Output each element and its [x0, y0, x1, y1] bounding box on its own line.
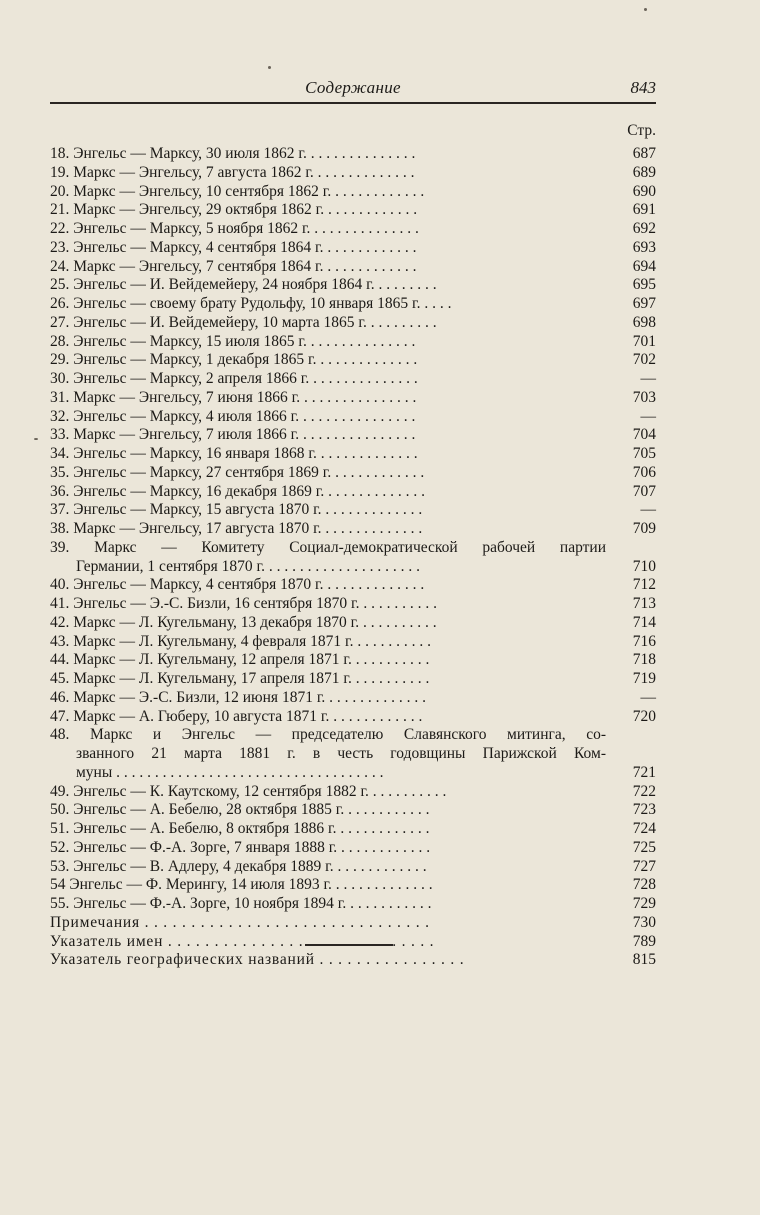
toc-entry: [50, 576, 656, 595]
toc-entry-page: 704: [632, 426, 656, 444]
toc-entry-page: 729: [632, 895, 656, 912]
toc-entry-page: 815: [632, 951, 656, 969]
toc-entry-page: 695: [632, 276, 656, 294]
toc-entry-page: 728: [632, 876, 656, 894]
toc-entry-page: 713: [632, 595, 656, 612]
toc-entry: [50, 670, 656, 689]
toc-entry: [50, 258, 656, 277]
toc-entry: [50, 558, 656, 577]
table-of-contents: [50, 145, 656, 970]
toc-entry-page: 687: [632, 145, 656, 162]
toc-entry: [50, 501, 656, 520]
end-rule: [305, 944, 393, 946]
toc-entry: [50, 539, 656, 558]
toc-entry-page: 721: [632, 763, 656, 781]
running-head-title: Содержание: [305, 78, 401, 97]
toc-entry: [50, 651, 656, 670]
toc-entry: [50, 614, 656, 633]
toc-entry: [50, 483, 656, 502]
toc-entry-page: —: [640, 688, 656, 706]
toc-entry: [50, 839, 656, 858]
toc-entry-title: 40. Энгельс — Марксу, 4 сентября 1870 г. . . . . . . . . . . . . .: [50, 576, 425, 594]
toc-entry-page: 725: [632, 838, 656, 856]
toc-entry: [50, 520, 656, 539]
toc-entry-page: 694: [632, 257, 656, 275]
toc-entry-title: 30. Энгельс — Марксу, 2 апреля 1866 г. . . . . . . . . . . . . . .: [50, 370, 418, 387]
toc-entry-title: 47. Маркс — А. Гюберу, 10 августа 1871 г. . . . . . . . . . . . .: [50, 707, 423, 725]
paper-speck: [644, 8, 647, 11]
toc-entry-title: 33. Маркс — Энгельсу, 7 июля 1866 г. . . . . . . . . . . . . . . .: [50, 426, 416, 444]
toc-entry: [50, 801, 656, 820]
toc-entry-title: 34. Энгельс — Марксу, 16 января 1868 г. . . . . . . . . . . . . .: [50, 445, 418, 462]
header-rule: [50, 102, 656, 104]
toc-entry-title: 44. Маркс — Л. Кугельману, 12 апреля 1871 г. . . . . . . . . . .: [50, 651, 430, 669]
toc-entry-page: 697: [632, 295, 656, 312]
toc-entry-title: муны . . . . . . . . . . . . . . . . . . . . . . . . . . . . . . . . . . .: [76, 763, 384, 781]
toc-entry: [50, 708, 656, 727]
toc-entry: [50, 389, 656, 408]
toc-entry-page: 705: [632, 445, 656, 462]
running-head: [50, 78, 656, 100]
toc-entry-page: 691: [632, 201, 656, 219]
toc-entry-title: Примечания . . . . . . . . . . . . . . . . . . . . . . . . . . . . . . .: [50, 913, 430, 931]
toc-entry-title: 19. Маркс — Энгельсу, 7 августа 1862 г. . . . . . . . . . . . . .: [50, 163, 415, 181]
page-column-label: Стр.: [627, 122, 656, 139]
toc-entry-page: —: [640, 370, 656, 387]
toc-entry-page: 710: [632, 557, 656, 575]
toc-entry-page: 706: [632, 463, 656, 481]
toc-entry: [50, 689, 656, 708]
toc-entry-title: 22. Энгельс — Марксу, 5 ноября 1862 г. . . . . . . . . . . . . . .: [50, 220, 419, 237]
toc-entry-page: 714: [632, 613, 656, 631]
toc-entry-title: 23. Энгельс — Марксу, 4 сентября 1864 г. . . . . . . . . . . . .: [50, 238, 417, 256]
paper-speck: [268, 66, 271, 69]
toc-entry-title: Указатель географических названий . . . . . . . . . . . . . . . .: [50, 951, 465, 969]
toc-entry-title: 35. Энгельс — Марксу, 27 сентября 1869 г. . . . . . . . . . . . .: [50, 463, 425, 481]
toc-entry: [50, 820, 656, 839]
toc-entry: [50, 764, 656, 783]
toc-entry-page: 789: [632, 932, 656, 950]
toc-entry: [50, 876, 656, 895]
toc-entry-title: 43. Маркс — Л. Кугельману, 4 февраля 1871 г. . . . . . . . . . .: [50, 632, 432, 650]
toc-entry: [50, 426, 656, 445]
toc-entry-page: 723: [632, 801, 656, 819]
toc-entry: [50, 595, 656, 614]
toc-entry-title: 54 Энгельс — Ф. Мерингу, 14 июля 1893 г. . . . . . . . . . . . . .: [50, 876, 433, 894]
toc-entry-title: 31. Маркс — Энгельсу, 7 июня 1866 г. . . . . . . . . . . . . . . .: [50, 388, 417, 406]
toc-entry: [50, 220, 656, 239]
paper-speck: [34, 438, 38, 440]
toc-entry-title: 42. Маркс — Л. Кугельману, 13 декабря 1870 г. . . . . . . . . . .: [50, 613, 437, 631]
toc-entry: [50, 408, 656, 427]
toc-entry-title: 29. Энгельс — Марксу, 1 декабря 1865 г. . . . . . . . . . . . . .: [50, 351, 418, 369]
toc-entry: [50, 370, 656, 389]
toc-entry-title: 32. Энгельс — Марксу, 4 июля 1866 г. . . . . . . . . . . . . . . .: [50, 407, 416, 425]
toc-entry: [50, 351, 656, 370]
toc-entry-page: 702: [632, 351, 656, 369]
toc-entry: [50, 895, 656, 914]
toc-entry-page: 701: [632, 332, 656, 350]
toc-entry-page: 722: [632, 782, 656, 800]
toc-entry-title: 52. Энгельс — Ф.-А. Зорге, 7 января 1888 г. . . . . . . . . . . . .: [50, 838, 431, 856]
toc-entry: [50, 145, 656, 164]
toc-entry-page: 690: [632, 182, 656, 200]
toc-entry-page: 712: [632, 576, 656, 594]
toc-entry-title: 18. Энгельс — Марксу, 30 июля 1862 г. . . . . . . . . . . . . . .: [50, 145, 416, 162]
toc-entry-page: 724: [632, 820, 656, 837]
toc-entry-page: 709: [632, 520, 656, 537]
toc-entry: [50, 951, 656, 970]
toc-entry-title: званного 21 марта 1881 г. в честь годовщины Парижской Ком-: [76, 745, 606, 762]
toc-entry-title: 55. Энгельс — Ф.-А. Зорге, 10 ноября 1894 г. . . . . . . . . . . .: [50, 895, 432, 912]
toc-entry-title: 28. Энгельс — Марксу, 15 июля 1865 г. . . . . . . . . . . . . . .: [50, 332, 416, 350]
toc-entry-title: 46. Маркс — Э.-С. Бизли, 12 июня 1871 г. . . . . . . . . . . . . .: [50, 688, 427, 706]
toc-entry-title: 39. Маркс — Комитету Социал-демократической рабочей партии: [50, 538, 606, 556]
toc-entry: [50, 333, 656, 352]
toc-entry: [50, 858, 656, 877]
toc-entry-title: 36. Энгельс — Марксу, 16 декабря 1869 г. . . . . . . . . . . . . .: [50, 482, 425, 500]
toc-entry-page: 689: [632, 163, 656, 181]
toc-entry-title: 20. Маркс — Энгельсу, 10 сентября 1862 г. . . . . . . . . . . . .: [50, 182, 425, 200]
toc-entry: [50, 726, 656, 745]
toc-entry-title: 51. Энгельс — А. Бебелю, 8 октября 1886 г. . . . . . . . . . . . .: [50, 820, 430, 837]
toc-entry: [50, 164, 656, 183]
toc-entry: [50, 933, 656, 952]
toc-entry-title: 37. Энгельс — Марксу, 15 августа 1870 г. . . . . . . . . . . . . .: [50, 501, 423, 519]
toc-entry-title: 27. Энгельс — И. Вейдемейеру, 10 марта 1865 г. . . . . . . . . .: [50, 313, 437, 331]
toc-entry: [50, 314, 656, 333]
toc-entry-page: 718: [632, 651, 656, 669]
toc-entry: [50, 914, 656, 933]
toc-entry-title: Указатель имен . . . . . . . . . . . . . . . . . . . . . . . . . . . . .: [50, 932, 435, 950]
toc-entry-title: 45. Маркс — Л. Кугельману, 17 апреля 1871 г. . . . . . . . . . .: [50, 670, 430, 687]
toc-entry: [50, 745, 656, 764]
toc-entry-page: 719: [632, 670, 656, 687]
toc-entry-title: 50. Энгельс — А. Бебелю, 28 октября 1885 г. . . . . . . . . . . .: [50, 801, 430, 819]
toc-entry-page: 693: [632, 238, 656, 256]
toc-entry-title: 21. Маркс — Энгельсу, 29 октября 1862 г. . . . . . . . . . . . .: [50, 201, 418, 219]
toc-entry-title: Германии, 1 сентября 1870 г. . . . . . . . . . . . . . . . . . . . .: [76, 557, 420, 575]
toc-entry-page: 730: [632, 913, 656, 931]
toc-entry-page: —: [640, 407, 656, 425]
toc-entry-page: 703: [632, 388, 656, 406]
toc-entry-title: 38. Маркс — Энгельсу, 17 августа 1870 г. . . . . . . . . . . . . .: [50, 520, 423, 537]
toc-entry-title: 49. Энгельс — К. Каутскому, 12 сентября 1882 г. . . . . . . . . . .: [50, 782, 447, 800]
toc-entry: [50, 183, 656, 202]
toc-entry: [50, 464, 656, 483]
toc-entry: [50, 276, 656, 295]
toc-entry: [50, 295, 656, 314]
toc-entry-title: 53. Энгельс — В. Адлеру, 4 декабря 1889 г. . . . . . . . . . . . .: [50, 857, 427, 875]
toc-entry-page: 698: [632, 313, 656, 331]
toc-entry-page: 727: [632, 857, 656, 875]
toc-entry-title: 25. Энгельс — И. Вейдемейеру, 24 ноября 1864 г. . . . . . . . .: [50, 276, 437, 294]
toc-entry-title: 41. Энгельс — Э.-С. Бизли, 16 сентября 1870 г. . . . . . . . . . .: [50, 595, 438, 612]
toc-entry-page: —: [640, 501, 656, 519]
page-number: 843: [630, 78, 656, 97]
toc-entry: [50, 201, 656, 220]
toc-entry: [50, 783, 656, 802]
toc-entry: [50, 239, 656, 258]
toc-entry: [50, 633, 656, 652]
toc-entry-title: 26. Энгельс — своему брату Рудольфу, 10 января 1865 г. . . . .: [50, 295, 452, 312]
toc-entry: [50, 445, 656, 464]
toc-entry-page: 692: [632, 220, 656, 237]
toc-entry-title: 48. Маркс и Энгельс — председателю Славянского митинга, со-: [50, 726, 606, 744]
toc-entry-page: 716: [632, 632, 656, 650]
toc-entry-page: 707: [632, 482, 656, 500]
toc-entry-page: 720: [632, 707, 656, 725]
toc-entry-title: 24. Маркс — Энгельсу, 7 сентября 1864 г. . . . . . . . . . . . .: [50, 257, 417, 275]
